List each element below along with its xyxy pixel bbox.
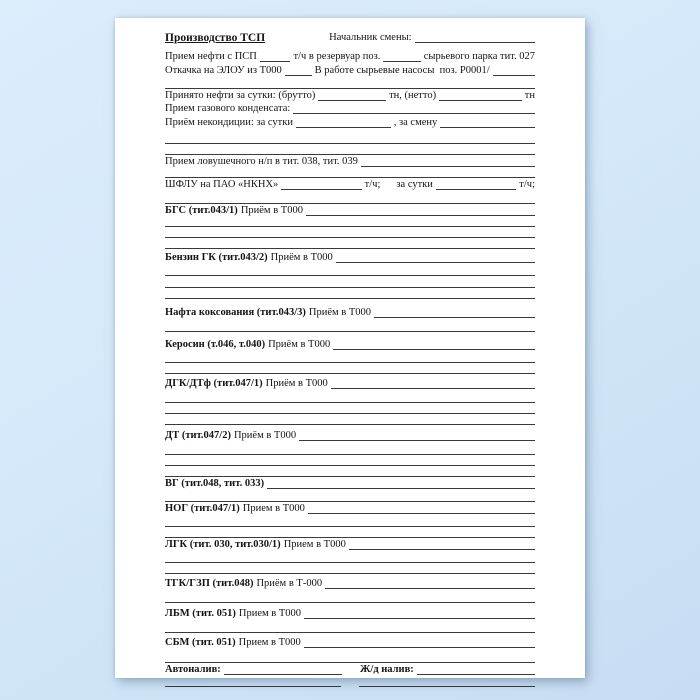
blank-fill-line [165,264,535,276]
blank-fill-line [165,466,535,477]
loading-row [165,663,535,676]
product-row-sbm [165,636,535,649]
row-label: ТГК/ГЗП (тит.048) [165,578,254,589]
row-label: БГС (тит.043/1) [165,205,238,216]
row-label: за сутки [396,179,433,190]
blank-fill-line [165,276,535,288]
fill-in-line [296,126,391,128]
elou-pumping-row [165,64,535,77]
blank-fill-line [165,551,535,563]
blank-fill-line [165,227,535,238]
blank-fill-line [165,414,535,425]
fill-in-line [349,548,535,550]
fill-in-line [304,617,535,619]
blank-fill-line [165,490,535,502]
product-row-nog [165,502,535,515]
row-label: Прием в Т000 [283,539,346,550]
trap-product-row [165,155,535,168]
fill-in-line [359,685,535,687]
row-label: Приём в Т-000 [256,578,323,589]
row-label: СБМ (тит. 051) [165,637,236,648]
fill-in-line [336,261,535,263]
loading-extra-lines-row [165,676,535,688]
blank-fill-line [165,168,535,178]
row-label: Начальник смены: [329,32,412,43]
fill-in-line [299,439,535,441]
fill-in-line [331,387,535,389]
blank-fill-line [165,217,535,227]
row-label: Прием в Т000 [242,503,305,514]
row-label: Прием ловушечного н/п в тит. 038, тит. 039 [165,156,358,167]
blank-fill-line [165,620,535,633]
fill-in-line [439,99,522,101]
fill-in-line [417,673,535,675]
row-label: Прием газового конденсата: [165,103,291,114]
product-row-bgs [165,204,535,217]
form-page [115,18,585,678]
row-label: ДГК/ДТф (тит.047/1) [165,378,263,389]
row-label: Откачка на ЭЛОУ из Т000 [165,65,282,76]
row-label: ЛБМ (тит. 051) [165,608,236,619]
row-label: т/ч; [364,179,381,190]
form-content [165,30,535,688]
blank-fill-line [165,132,535,144]
fill-in-line [325,587,535,589]
fill-in-line [318,99,386,101]
fill-in-line [308,512,535,514]
row-label: ДТ (тит.047/2) [165,430,231,441]
blank-fill-line [165,563,535,574]
fill-in-line [267,487,535,489]
fill-in-line [440,126,535,128]
blank-fill-line [165,191,535,204]
row-label: Прием в Т000 [238,608,302,619]
row-label: Приём в Т000 [265,378,328,389]
row-label: ВГ (тит.048, тит. 033) [165,478,265,489]
row-label: Бензин ГК (тит.043/2) [165,252,268,263]
product-row-vg [165,477,535,490]
row-label: т/ч; [519,179,535,190]
row-label: Приём в Т000 [268,339,331,350]
row-label: Прием в Т000 [238,637,301,648]
product-row-kerosin [165,338,535,351]
blank-fill-line [165,238,535,249]
fill-in-line [374,316,535,318]
product-row-nafta-koksovaniya [165,306,535,319]
row-label: тн [524,90,535,101]
blank-fill-line [165,144,535,155]
blank-fill-line [165,319,535,332]
row-label: сырьевого парка тит. 027 [423,51,535,62]
fill-in-line [224,673,342,675]
fill-in-line [361,165,535,167]
row-label: Приём в Т000 [233,430,297,441]
row-label: Керосин (т.046, т.040) [165,339,266,350]
blank-fill-line [165,590,535,603]
offspec-intake-row [165,116,535,129]
row-label: Принято нефти за сутки: (брутто) [165,90,316,101]
psp-oil-intake-row [165,50,535,63]
row-label: Приём в Т000 [308,307,372,318]
fill-in-line [415,41,535,43]
fill-in-line [436,188,516,190]
blank-fill-line [165,288,535,299]
row-label: Приём в Т000 [240,205,303,216]
spacer [344,687,356,688]
fill-in-line [333,348,535,350]
row-label: ЛГК (тит. 030, тит.030/1) [165,539,281,550]
blank-fill-line [165,442,535,455]
fill-in-line [383,60,420,62]
fill-in-line [281,188,361,190]
blank-fill-line [165,515,535,527]
row-label: тн, (нетто) [389,90,437,101]
fill-in-line [293,112,535,114]
row-label: В работе сырьевые насосы поз. Р0001/ [314,65,490,76]
product-row-dgk-dtf [165,377,535,390]
shflu-nknh-row [165,178,535,191]
row-label: Нафта коксования (тит.043/3) [165,307,306,318]
product-row-tgk-gzp [165,577,535,590]
blank-fill-line [165,77,535,89]
fill-in-line [306,214,535,216]
blank-fill-line [165,363,535,374]
product-row-lgk [165,538,535,551]
fill-in-line [285,74,312,76]
fill-in-line [165,685,341,687]
form-header-row [165,30,535,44]
row-label: ШФЛУ на ПАО «НКНХ» [165,179,279,190]
spacer [383,190,393,191]
spacer [268,43,326,44]
spacer [345,675,357,676]
product-row-lbm [165,607,535,620]
blank-fill-line [165,649,535,663]
product-row-dt [165,429,535,442]
fill-in-line [260,60,291,62]
row-label: Ж/д налив: [360,664,414,675]
fill-in-line [304,646,535,648]
blank-fill-line [165,403,535,414]
row-label: НОГ (тит.047/1) [165,503,240,514]
fill-in-line [493,74,535,76]
row-label: Автоналив: [165,664,221,675]
row-label: Прием нефти с ПСП [165,51,257,62]
row-label: Приём в Т000 [270,252,333,263]
daily-oil-received-row [165,89,535,102]
row-label: Производство ТСП [165,32,266,44]
gas-condensate-row [165,102,535,115]
product-row-benzin-gk [165,251,535,264]
blank-fill-line [165,527,535,538]
blank-fill-line [165,351,535,363]
blank-fill-line [165,390,535,403]
row-label: , за смену [393,117,438,128]
row-label: т/ч в резервуар поз. [293,51,381,62]
row-label: Приём некондиции: за сутки [165,117,293,128]
blank-fill-line [165,455,535,466]
